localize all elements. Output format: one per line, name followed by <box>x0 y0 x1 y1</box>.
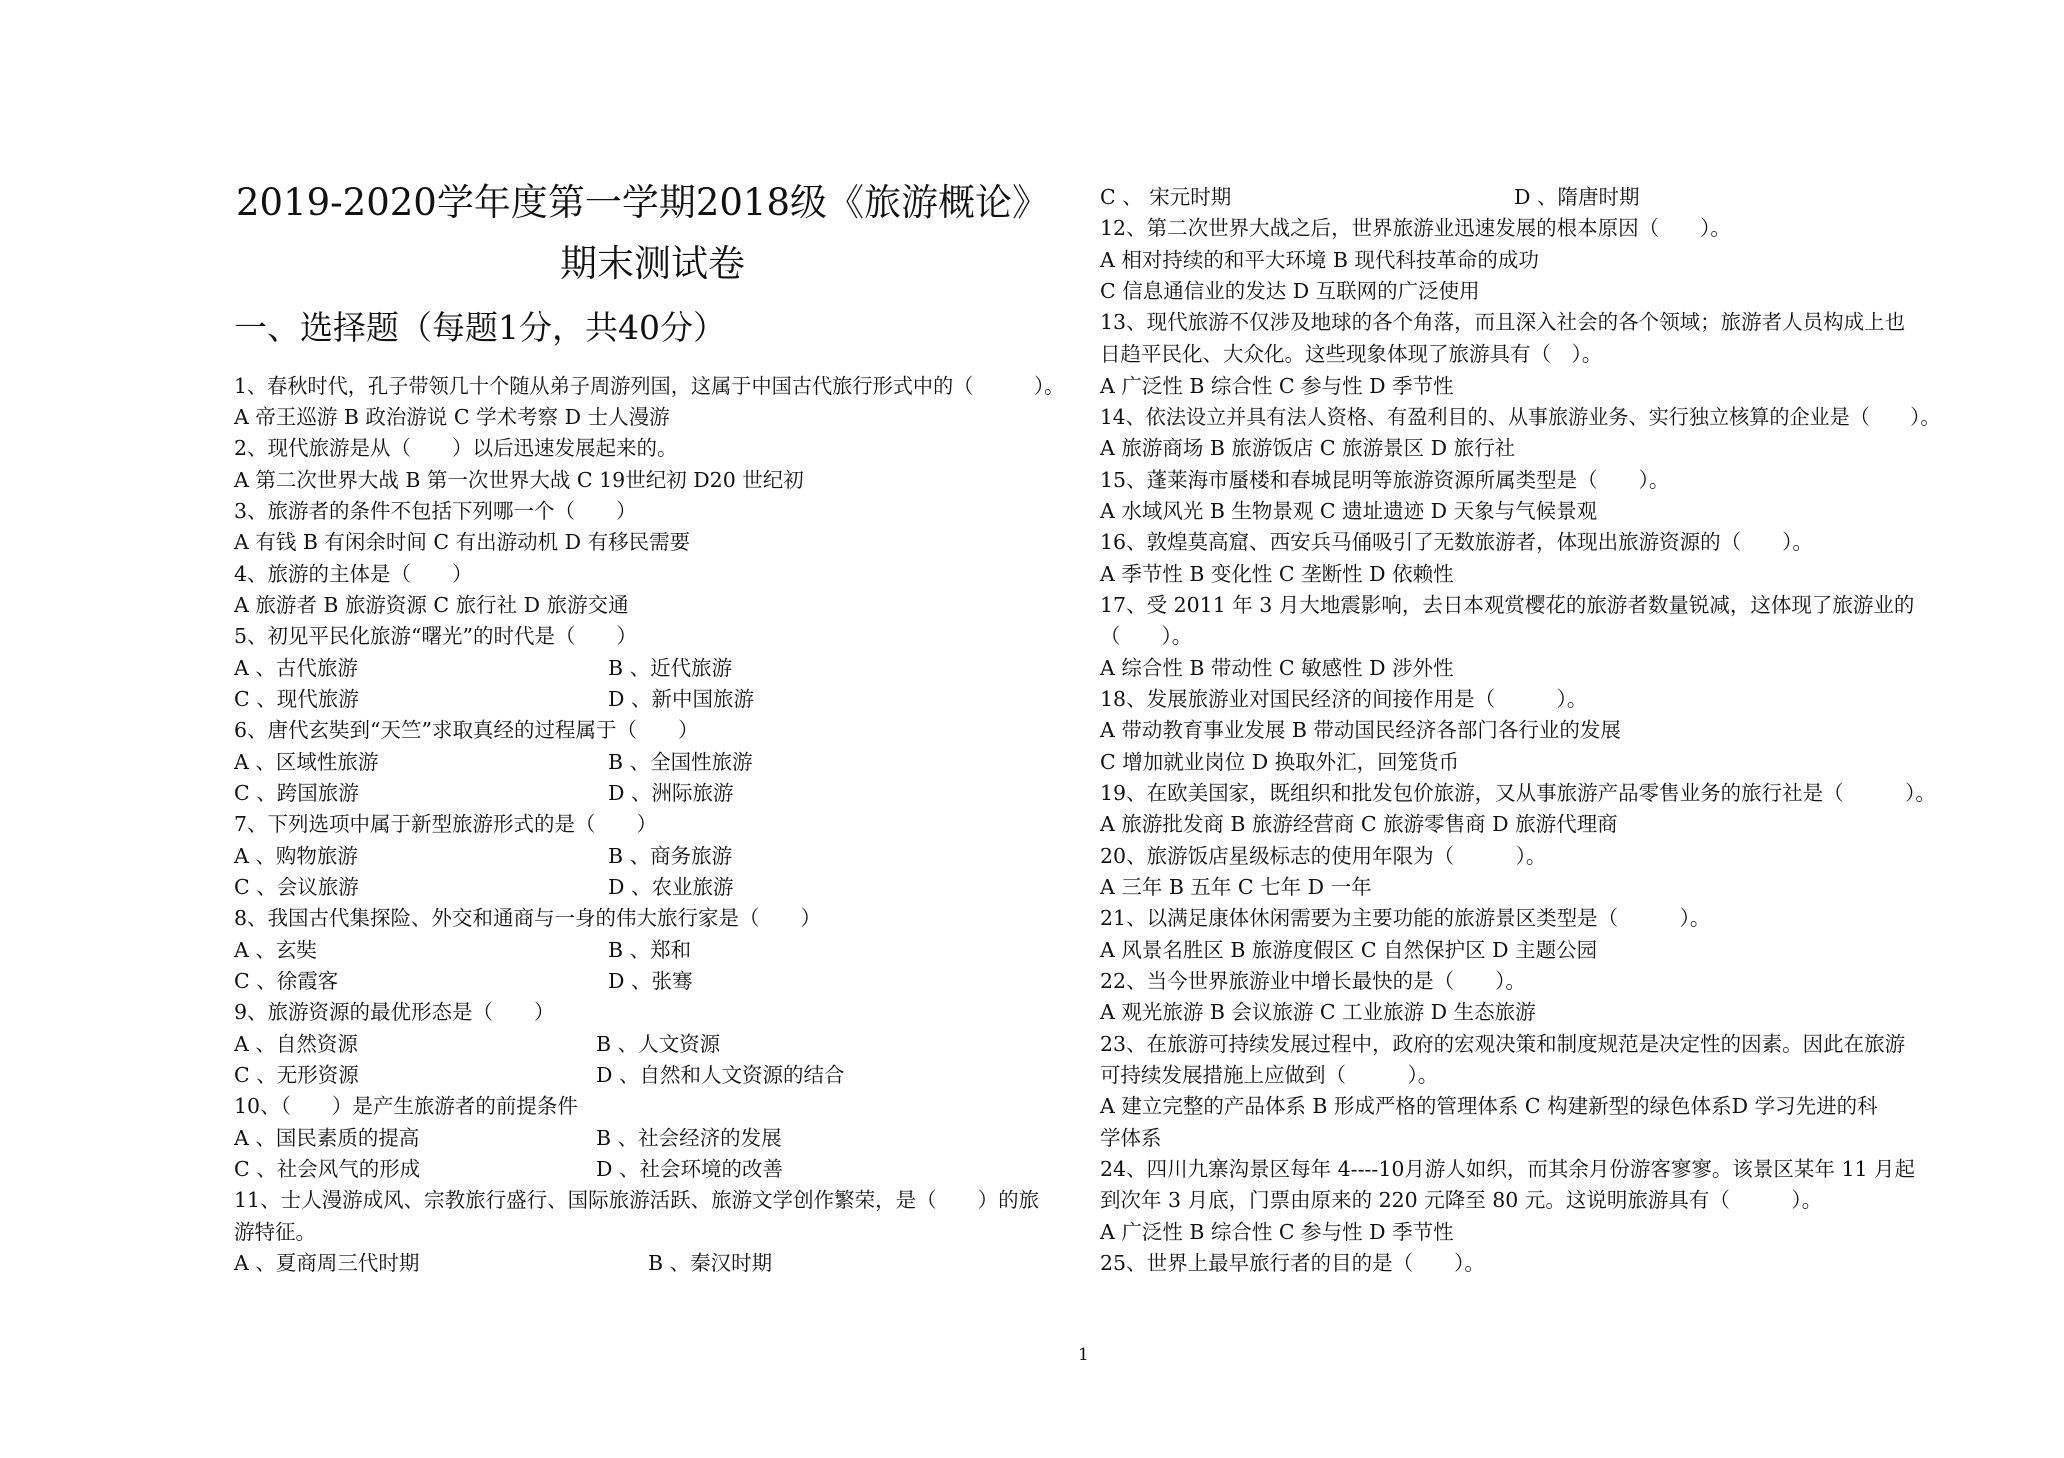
question-11-option-d: D 、隋唐时期 <box>1514 185 1640 209</box>
question-12-options-row2: C 信息通信业的发达 D 互联网的广泛使用 <box>1100 279 1480 303</box>
question-10-option-a: A 、国民素质的提高 <box>234 1126 420 1150</box>
question-5-option-c: C 、现代旅游 <box>234 687 359 711</box>
question-21-options: A 风景名胜区 B 旅游度假区 C 自然保护区 D 主题公园 <box>1100 938 1598 962</box>
question-7-option-d: D 、农业旅游 <box>608 875 734 899</box>
question-6-option-d: D 、洲际旅游 <box>608 781 734 805</box>
question-9-option-b: B 、人文资源 <box>596 1032 721 1056</box>
question-13-continued: 日趋平民化、大众化。这些现象体现了旅游具有（ ）。 <box>1100 342 1603 366</box>
section-heading: 一、选择题（每题1分，共40分） <box>234 308 726 347</box>
question-1: 1、春秋时代，孔子带领几十个随从弟子周游列国，这属于中国古代旅行形式中的（ ）。 <box>234 374 1065 398</box>
question-8: 8、我国古代集探险、外交和通商与一身的伟大旅行家是（ ） <box>234 906 822 930</box>
question-18-options-row1: A 带动教育事业发展 B 带动国民经济各部门各行业的发展 <box>1100 718 1621 742</box>
question-5: 5、初见平民化旅游“曙光”的时代是（ ） <box>234 624 638 648</box>
question-18-options-row2: C 增加就业岗位 D 换取外汇，回笼货币 <box>1100 750 1460 774</box>
question-1-options: A 帝王巡游 B 政治游说 C 学术考察 D 士人漫游 <box>234 405 670 429</box>
question-11-continued: 游特征。 <box>234 1220 316 1244</box>
question-15: 15、蓬莱海市蜃楼和春城昆明等旅游资源所属类型是（ ）。 <box>1100 468 1670 492</box>
question-12: 12、第二次世界大战之后，世界旅游业迅速发展的根本原因（ ）。 <box>1100 216 1731 240</box>
question-13: 13、现代旅游不仅涉及地球的各个角落，而且深入社会的各个领域；旅游者人员构成上也 <box>1100 310 1906 334</box>
question-19-options: A 旅游批发商 B 旅游经营商 C 旅游零售商 D 旅游代理商 <box>1100 812 1618 836</box>
question-4-options: A 旅游者 B 旅游资源 C 旅行社 D 旅游交通 <box>234 593 629 617</box>
question-11-option-b: B 、秦汉时期 <box>648 1251 773 1275</box>
question-6-option-b: B 、全国性旅游 <box>608 750 753 774</box>
question-2: 2、现代旅游是从（ ）以后迅速发展起来的。 <box>234 436 678 460</box>
question-10-option-c: C 、社会风气的形成 <box>234 1157 421 1181</box>
question-22: 22、当今世界旅游业中增长最快的是（ ）。 <box>1100 969 1526 993</box>
question-9-option-a: A 、自然资源 <box>234 1032 358 1056</box>
question-22-options: A 观光旅游 B 会议旅游 C 工业旅游 D 生态旅游 <box>1100 1000 1536 1024</box>
question-3-options: A 有钱 B 有闲余时间 C 有出游动机 D 有移民需要 <box>234 530 691 554</box>
question-18: 18、发展旅游业对国民经济的间接作用是（ ）。 <box>1100 687 1588 711</box>
question-15-options: A 水域风光 B 生物景观 C 遗址遗迹 D 天象与气候景观 <box>1100 499 1598 523</box>
exam-subtitle: 期末测试卷 <box>560 242 745 285</box>
question-11-option-a: A 、夏商周三代时期 <box>234 1251 420 1275</box>
exam-title: 2019-2020学年度第一学期2018级《旅游概论》 <box>236 181 1049 224</box>
question-16: 16、敦煌莫高窟、西安兵马俑吸引了无数旅游者，体现出旅游资源的（ ）。 <box>1100 530 1813 554</box>
question-8-option-c: C 、徐霞客 <box>234 969 339 993</box>
question-16-options: A 季节性 B 变化性 C 垄断性 D 依赖性 <box>1100 562 1454 586</box>
question-2-options: A 第二次世界大战 B 第一次世界大战 C 19世纪初 D20 世纪初 <box>234 468 804 492</box>
question-24-continued: 到次年 3 月底，门票由原来的 220 元降至 80 元。这说明旅游具有（ ）。 <box>1100 1188 1823 1212</box>
question-17: 17、受 2011 年 3 月大地震影响，去日本观赏樱花的旅游者数量锐减，这体现了旅游业的 <box>1100 593 1915 617</box>
page-number: 1 <box>1078 1345 1089 1365</box>
question-23-continued: 可持续发展措施上应做到（ ）。 <box>1100 1063 1439 1087</box>
question-4: 4、旅游的主体是（ ） <box>234 562 473 586</box>
question-5-option-a: A 、古代旅游 <box>234 656 358 680</box>
question-11-option-c: C 、 宋元时期 <box>1100 185 1232 209</box>
question-23-options-continued: 学体系 <box>1100 1126 1162 1150</box>
question-20: 20、旅游饭店星级标志的使用年限为（ ）。 <box>1100 844 1547 868</box>
question-7-option-c: C 、会议旅游 <box>234 875 359 899</box>
question-9-option-d: D 、自然和人文资源的结合 <box>596 1063 845 1087</box>
question-14: 14、依法设立并具有法人资格、有盈利目的、从事旅游业务、实行独立核算的企业是（ ）。 <box>1100 405 1941 429</box>
question-6-option-c: C 、跨国旅游 <box>234 781 359 805</box>
question-6: 6、唐代玄奘到“天竺”求取真经的过程属于（ ） <box>234 718 699 742</box>
question-10: 10、（ ）是产生旅游者的前提条件 <box>234 1094 578 1118</box>
question-23: 23、在旅游可持续发展过程中，政府的宏观决策和制度规范是决定性的因素。因此在旅游 <box>1100 1032 1906 1056</box>
question-17-continued: （ ）。 <box>1100 624 1193 648</box>
question-13-options: A 广泛性 B 综合性 C 参与性 D 季节性 <box>1100 374 1454 398</box>
question-7-option-a: A 、购物旅游 <box>234 844 358 868</box>
question-19: 19、在欧美国家，既组织和批发包价旅游，又从事旅游产品零售业务的旅行社是（ ）。 <box>1100 781 1936 805</box>
question-5-option-d: D 、新中国旅游 <box>608 687 754 711</box>
question-25: 25、世界上最早旅行者的目的是（ ）。 <box>1100 1251 1485 1275</box>
question-14-options: A 旅游商场 B 旅游饭店 C 旅游景区 D 旅行社 <box>1100 436 1516 460</box>
question-24: 24、四川九寨沟景区每年 4----10月游人如织，而其余月份游客寥寥。该景区某年 11 月起 <box>1100 1157 1916 1181</box>
question-8-option-d: D 、张骞 <box>608 969 693 993</box>
question-7: 7、下列选项中属于新型旅游形式的是（ ） <box>234 812 658 836</box>
question-20-options: A 三年 B 五年 C 七年 D 一年 <box>1100 875 1372 899</box>
question-10-option-b: B 、社会经济的发展 <box>596 1126 782 1150</box>
question-12-options-row1: A 相对持续的和平大环境 B 现代科技革命的成功 <box>1100 248 1539 272</box>
question-24-options: A 广泛性 B 综合性 C 参与性 D 季节性 <box>1100 1220 1454 1244</box>
question-11: 11、士人漫游成风、宗教旅行盛行、国际旅游活跃、旅游文学创作繁荣，是（ ）的旅 <box>234 1188 1040 1212</box>
question-8-option-a: A 、玄奘 <box>234 938 317 962</box>
question-6-option-a: A 、区域性旅游 <box>234 750 379 774</box>
question-7-option-b: B 、商务旅游 <box>608 844 733 868</box>
question-3: 3、旅游者的条件不包括下列哪一个（ ） <box>234 499 637 523</box>
question-9-option-c: C 、无形资源 <box>234 1063 359 1087</box>
question-9: 9、旅游资源的最优形态是（ ） <box>234 1000 555 1024</box>
question-10-option-d: D 、社会环境的改善 <box>596 1157 783 1181</box>
question-8-option-b: B 、郑和 <box>608 938 692 962</box>
question-23-options: A 建立完整的产品体系 B 形成严格的管理体系 C 构建新型的绿色体系D 学习先进的科 <box>1100 1094 1878 1118</box>
question-17-options: A 综合性 B 带动性 C 敏感性 D 涉外性 <box>1100 656 1454 680</box>
question-21: 21、以满足康体休闲需要为主要功能的旅游景区类型是（ ）。 <box>1100 906 1711 930</box>
question-5-option-b: B 、近代旅游 <box>608 656 733 680</box>
